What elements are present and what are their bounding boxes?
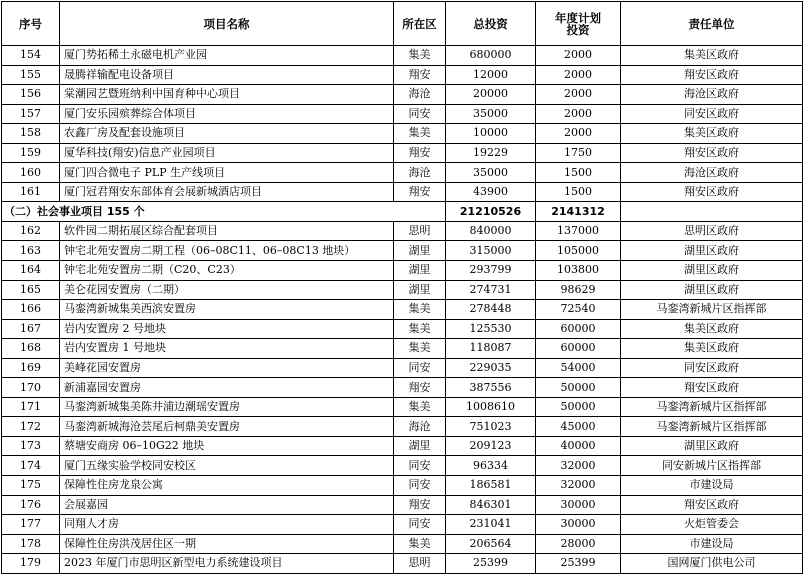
table-row bbox=[2, 124, 803, 144]
table-row bbox=[2, 476, 803, 496]
cell-no: 175 bbox=[2, 476, 60, 496]
table-row bbox=[2, 221, 803, 241]
cell-no: 156 bbox=[2, 85, 60, 105]
cell-project-name: 厦门冠君翔安东部体育会展新城酒店项目 bbox=[60, 182, 394, 202]
project-table bbox=[1, 1, 803, 574]
cell-annual-plan: 30000 bbox=[536, 515, 621, 535]
table-row bbox=[2, 378, 803, 398]
header-annual-line1: 年度计划 bbox=[555, 10, 601, 25]
header-name: 项目名称 bbox=[60, 2, 394, 46]
cell-annual-plan: 40000 bbox=[536, 436, 621, 456]
cell-total-investment: 293799 bbox=[446, 261, 536, 281]
cell-district: 翔安 bbox=[394, 65, 446, 85]
section-row bbox=[2, 202, 803, 222]
table-row bbox=[2, 534, 803, 554]
cell-annual-plan: 50000 bbox=[536, 397, 621, 417]
cell-no: 168 bbox=[2, 339, 60, 359]
cell-no: 174 bbox=[2, 456, 60, 476]
table-row bbox=[2, 85, 803, 105]
cell-no: 163 bbox=[2, 241, 60, 261]
cell-total-investment: 315000 bbox=[446, 241, 536, 261]
section-title: （二）社会事业项目 155 个 bbox=[2, 202, 446, 222]
cell-project-name: 岩内安置房 1 号地块 bbox=[60, 339, 394, 359]
cell-district: 集美 bbox=[394, 319, 446, 339]
cell-annual-plan: 28000 bbox=[536, 534, 621, 554]
cell-district: 湖里 bbox=[394, 436, 446, 456]
cell-no: 171 bbox=[2, 397, 60, 417]
cell-annual-plan: 2000 bbox=[536, 124, 621, 144]
cell-project-name: 美仑花园安置房（二期） bbox=[60, 280, 394, 300]
cell-no: 172 bbox=[2, 417, 60, 437]
cell-annual-plan: 1500 bbox=[536, 163, 621, 183]
cell-responsible-unit: 集美区政府 bbox=[621, 339, 803, 359]
cell-no: 169 bbox=[2, 358, 60, 378]
cell-annual-plan: 2000 bbox=[536, 65, 621, 85]
cell-responsible-unit: 翔安区政府 bbox=[621, 378, 803, 398]
cell-annual-plan: 32000 bbox=[536, 456, 621, 476]
cell-district: 同安 bbox=[394, 456, 446, 476]
cell-responsible-unit: 同安区政府 bbox=[621, 104, 803, 124]
cell-district: 集美 bbox=[394, 124, 446, 144]
cell-project-name: 会展嘉园 bbox=[60, 495, 394, 515]
cell-responsible-unit: 马銮湾新城片区指挥部 bbox=[621, 397, 803, 417]
cell-project-name: 软件园二期拓展区综合配套项目 bbox=[60, 221, 394, 241]
cell-responsible-unit: 市建设局 bbox=[621, 476, 803, 496]
cell-total-investment: 387556 bbox=[446, 378, 536, 398]
cell-total-investment: 846301 bbox=[446, 495, 536, 515]
table-row bbox=[2, 358, 803, 378]
cell-total-investment: 35000 bbox=[446, 163, 536, 183]
cell-responsible-unit: 同安新城片区指挥部 bbox=[621, 456, 803, 476]
cell-project-name: 马銮湾新城集美西滨安置房 bbox=[60, 300, 394, 320]
cell-annual-plan: 54000 bbox=[536, 358, 621, 378]
cell-no: 167 bbox=[2, 319, 60, 339]
table-body-social bbox=[2, 221, 803, 573]
cell-responsible-unit: 湖里区政府 bbox=[621, 436, 803, 456]
cell-responsible-unit: 国网厦门供电公司 bbox=[621, 554, 803, 574]
cell-annual-plan: 1750 bbox=[536, 143, 621, 163]
cell-project-name: 钟宅北苑安置房二期工程（06–08C11、06–08C13 地块） bbox=[60, 241, 394, 261]
cell-annual-plan: 50000 bbox=[536, 378, 621, 398]
header-annual-line2: 投资 bbox=[566, 22, 590, 37]
cell-no: 154 bbox=[2, 46, 60, 66]
section-body bbox=[2, 202, 803, 222]
table-row bbox=[2, 554, 803, 574]
cell-district: 翔安 bbox=[394, 143, 446, 163]
cell-responsible-unit: 翔安区政府 bbox=[621, 143, 803, 163]
cell-total-investment: 680000 bbox=[446, 46, 536, 66]
cell-total-investment: 118087 bbox=[446, 339, 536, 359]
cell-annual-plan: 103800 bbox=[536, 261, 621, 281]
cell-district: 集美 bbox=[394, 397, 446, 417]
cell-annual-plan: 137000 bbox=[536, 221, 621, 241]
cell-total-investment: 25399 bbox=[446, 554, 536, 574]
cell-no: 173 bbox=[2, 436, 60, 456]
cell-district: 集美 bbox=[394, 534, 446, 554]
table-row bbox=[2, 104, 803, 124]
cell-total-investment: 43900 bbox=[446, 182, 536, 202]
cell-project-name: 保障性住房龙泉公寓 bbox=[60, 476, 394, 496]
table-row bbox=[2, 65, 803, 85]
cell-responsible-unit: 湖里区政府 bbox=[621, 241, 803, 261]
cell-total-investment: 19229 bbox=[446, 143, 536, 163]
cell-no: 161 bbox=[2, 182, 60, 202]
cell-total-investment: 186581 bbox=[446, 476, 536, 496]
cell-project-name: 棠潮园艺暨班纳利中国育种中心项目 bbox=[60, 85, 394, 105]
cell-no: 176 bbox=[2, 495, 60, 515]
cell-responsible-unit: 市建设局 bbox=[621, 534, 803, 554]
cell-district: 集美 bbox=[394, 300, 446, 320]
cell-total-investment: 35000 bbox=[446, 104, 536, 124]
cell-district: 翔安 bbox=[394, 182, 446, 202]
cell-annual-plan: 2000 bbox=[536, 85, 621, 105]
cell-responsible-unit: 马銮湾新城片区指挥部 bbox=[621, 417, 803, 437]
table-row bbox=[2, 241, 803, 261]
cell-annual-plan: 32000 bbox=[536, 476, 621, 496]
cell-district: 同安 bbox=[394, 104, 446, 124]
cell-no: 158 bbox=[2, 124, 60, 144]
cell-responsible-unit: 同安区政府 bbox=[621, 358, 803, 378]
cell-annual-plan: 2000 bbox=[536, 46, 621, 66]
cell-district: 同安 bbox=[394, 358, 446, 378]
table-row bbox=[2, 46, 803, 66]
cell-responsible-unit: 集美区政府 bbox=[621, 319, 803, 339]
cell-no: 155 bbox=[2, 65, 60, 85]
cell-district: 思明 bbox=[394, 554, 446, 574]
header-district: 所在区 bbox=[394, 2, 446, 46]
cell-project-name: 厦门五缘实验学校同安校区 bbox=[60, 456, 394, 476]
cell-total-investment: 206564 bbox=[446, 534, 536, 554]
cell-project-name: 蔡塘安商房 06–10G22 地块 bbox=[60, 436, 394, 456]
cell-project-name: 美峰花园安置房 bbox=[60, 358, 394, 378]
cell-responsible-unit: 湖里区政府 bbox=[621, 280, 803, 300]
cell-no: 179 bbox=[2, 554, 60, 574]
cell-district: 思明 bbox=[394, 221, 446, 241]
table-row bbox=[2, 163, 803, 183]
cell-responsible-unit: 湖里区政府 bbox=[621, 261, 803, 281]
cell-annual-plan: 25399 bbox=[536, 554, 621, 574]
cell-responsible-unit: 马銮湾新城片区指挥部 bbox=[621, 300, 803, 320]
cell-total-investment: 20000 bbox=[446, 85, 536, 105]
cell-responsible-unit: 翔安区政府 bbox=[621, 495, 803, 515]
cell-responsible-unit: 翔安区政府 bbox=[621, 65, 803, 85]
cell-total-investment: 278448 bbox=[446, 300, 536, 320]
cell-no: 178 bbox=[2, 534, 60, 554]
cell-total-investment: 1008610 bbox=[446, 397, 536, 417]
cell-responsible-unit: 海沧区政府 bbox=[621, 163, 803, 183]
cell-district: 湖里 bbox=[394, 261, 446, 281]
cell-annual-plan: 105000 bbox=[536, 241, 621, 261]
cell-project-name: 钟宅北苑安置房二期（C20、C23） bbox=[60, 261, 394, 281]
table-row bbox=[2, 182, 803, 202]
cell-responsible-unit: 集美区政府 bbox=[621, 46, 803, 66]
table-row bbox=[2, 261, 803, 281]
cell-project-name: 晟腾祥输配电设备项目 bbox=[60, 65, 394, 85]
cell-no: 160 bbox=[2, 163, 60, 183]
cell-responsible-unit: 翔安区政府 bbox=[621, 182, 803, 202]
cell-annual-plan: 98629 bbox=[536, 280, 621, 300]
cell-no: 159 bbox=[2, 143, 60, 163]
cell-district: 同安 bbox=[394, 476, 446, 496]
cell-district: 同安 bbox=[394, 515, 446, 535]
cell-project-name: 2023 年厦门市思明区新型电力系统建设项目 bbox=[60, 554, 394, 574]
cell-total-investment: 209123 bbox=[446, 436, 536, 456]
cell-project-name: 厦门四合微电子 PLP 生产线项目 bbox=[60, 163, 394, 183]
cell-responsible-unit: 集美区政府 bbox=[621, 124, 803, 144]
section-unit-empty bbox=[621, 202, 803, 222]
cell-total-investment: 12000 bbox=[446, 65, 536, 85]
cell-total-investment: 10000 bbox=[446, 124, 536, 144]
cell-responsible-unit: 火炬管委会 bbox=[621, 515, 803, 535]
cell-no: 165 bbox=[2, 280, 60, 300]
cell-district: 海沧 bbox=[394, 417, 446, 437]
cell-district: 湖里 bbox=[394, 280, 446, 300]
cell-project-name: 厦门安乐园殡葬综合体项目 bbox=[60, 104, 394, 124]
cell-project-name: 厦华科技(翔安)信息产业园项目 bbox=[60, 143, 394, 163]
table-row bbox=[2, 436, 803, 456]
cell-total-investment: 751023 bbox=[446, 417, 536, 437]
table-row bbox=[2, 397, 803, 417]
cell-project-name: 同翔人才房 bbox=[60, 515, 394, 535]
cell-district: 翔安 bbox=[394, 495, 446, 515]
cell-responsible-unit: 海沧区政府 bbox=[621, 85, 803, 105]
cell-annual-plan: 72540 bbox=[536, 300, 621, 320]
cell-district: 湖里 bbox=[394, 241, 446, 261]
section-annual: 2141312 bbox=[536, 202, 621, 222]
cell-project-name: 农鑫厂房及配套设施项目 bbox=[60, 124, 394, 144]
cell-total-investment: 274731 bbox=[446, 280, 536, 300]
cell-annual-plan: 45000 bbox=[536, 417, 621, 437]
cell-district: 集美 bbox=[394, 339, 446, 359]
cell-responsible-unit: 思明区政府 bbox=[621, 221, 803, 241]
cell-annual-plan: 2000 bbox=[536, 104, 621, 124]
cell-annual-plan: 1500 bbox=[536, 182, 621, 202]
table-row bbox=[2, 417, 803, 437]
cell-project-name: 马銮湾新城集美陈井浦边潮瑶安置房 bbox=[60, 397, 394, 417]
cell-no: 166 bbox=[2, 300, 60, 320]
cell-project-name: 保障性住房洪茂居住区一期 bbox=[60, 534, 394, 554]
cell-project-name: 岩内安置房 2 号地块 bbox=[60, 319, 394, 339]
cell-no: 164 bbox=[2, 261, 60, 281]
table-row bbox=[2, 515, 803, 535]
section-total: 21210526 bbox=[446, 202, 536, 222]
header-unit: 责任单位 bbox=[621, 2, 803, 46]
table-row bbox=[2, 300, 803, 320]
table-row bbox=[2, 319, 803, 339]
cell-total-investment: 840000 bbox=[446, 221, 536, 241]
table-row bbox=[2, 456, 803, 476]
cell-project-name: 马銮湾新城海沧芸尾后柯鼎美安置房 bbox=[60, 417, 394, 437]
cell-no: 170 bbox=[2, 378, 60, 398]
cell-total-investment: 229035 bbox=[446, 358, 536, 378]
cell-district: 海沧 bbox=[394, 163, 446, 183]
header-annual bbox=[536, 2, 621, 46]
cell-project-name: 厦门势拓稀土永磁电机产业园 bbox=[60, 46, 394, 66]
table-row bbox=[2, 143, 803, 163]
table-row bbox=[2, 339, 803, 359]
header-row bbox=[2, 2, 803, 46]
cell-district: 集美 bbox=[394, 46, 446, 66]
table-row bbox=[2, 495, 803, 515]
cell-project-name: 新浦嘉园安置房 bbox=[60, 378, 394, 398]
cell-no: 177 bbox=[2, 515, 60, 535]
cell-total-investment: 231041 bbox=[446, 515, 536, 535]
cell-total-investment: 96334 bbox=[446, 456, 536, 476]
cell-annual-plan: 60000 bbox=[536, 339, 621, 359]
cell-district: 海沧 bbox=[394, 85, 446, 105]
cell-total-investment: 125530 bbox=[446, 319, 536, 339]
cell-annual-plan: 60000 bbox=[536, 319, 621, 339]
header-total: 总投资 bbox=[446, 2, 536, 46]
cell-annual-plan: 30000 bbox=[536, 495, 621, 515]
header-no: 序号 bbox=[2, 2, 60, 46]
cell-no: 157 bbox=[2, 104, 60, 124]
cell-district: 翔安 bbox=[394, 378, 446, 398]
table-body-industry bbox=[2, 46, 803, 202]
table-row bbox=[2, 280, 803, 300]
cell-no: 162 bbox=[2, 221, 60, 241]
